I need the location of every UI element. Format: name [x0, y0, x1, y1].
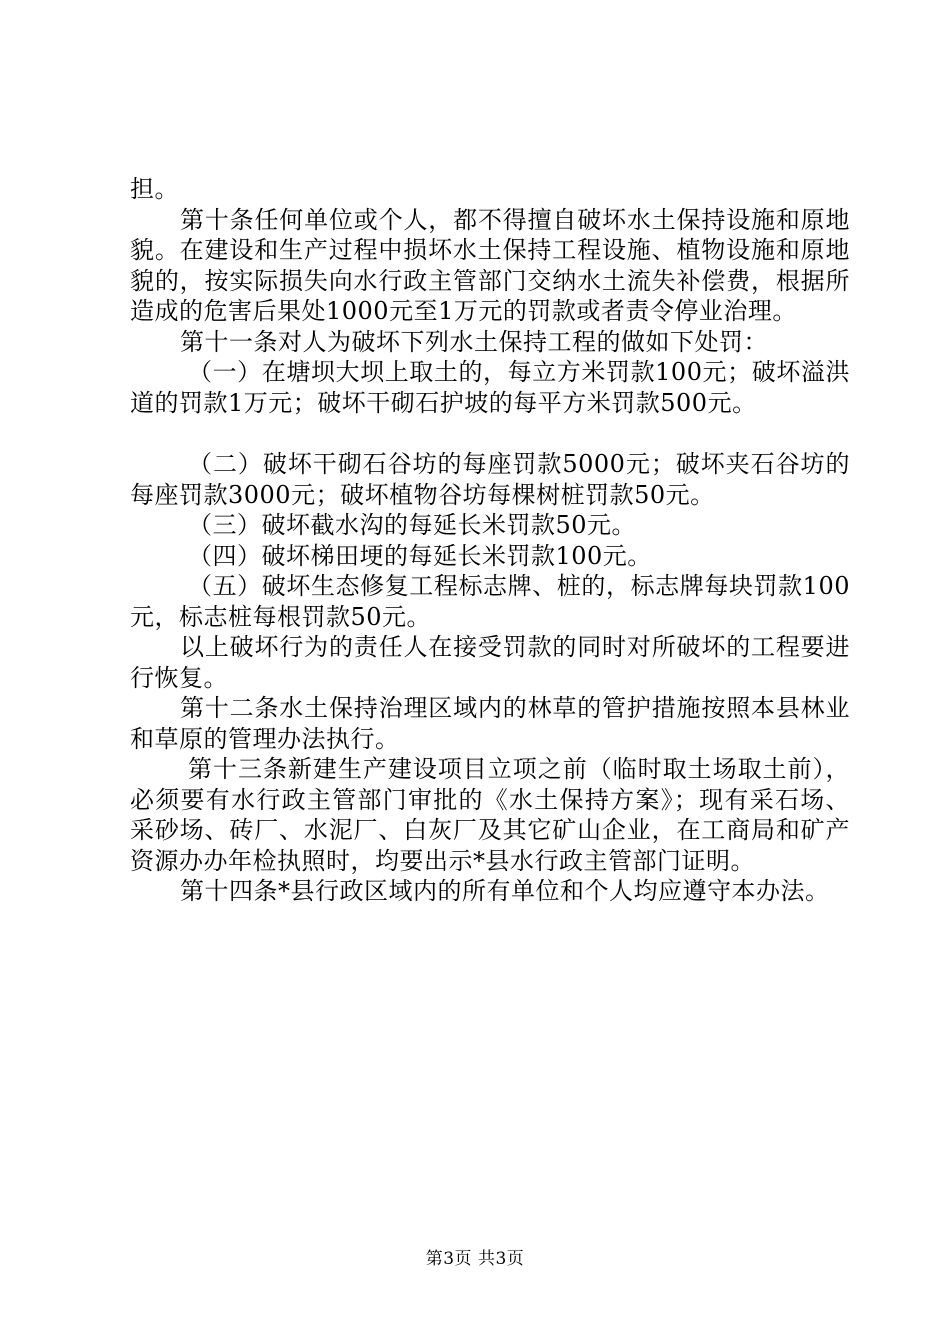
- paragraph-item-3: （三）破坏截水沟的每延长米罚款50元。: [188, 511, 637, 539]
- paragraph-article-11: 第十一条对人为破坏下列水土保持工程的做如下处罚：: [180, 327, 768, 356]
- paragraph-item-2: （二）破坏干砌石谷坊的每座罚款5000元；破坏夹石谷坊的每座罚款3000元；破坏植物谷坊每棵树桩罚款50元。: [130, 450, 850, 509]
- paragraph-restoration: 以上破坏行为的责任人在接受罚款的同时对所破坏的工程要进行恢复。: [130, 633, 850, 692]
- paragraph-article-10: 第十条任何单位或个人，都不得擅自破坏水土保持设施和原地貌。在建设和生产过程中损坏水土保持工程设施、植物设施和原地貌的，按实际损失向水行政主管部门交纳水土流失补偿费，根据所造成的危害后果处1000元至1万元的罚款或者责令停业治理。: [130, 205, 850, 325]
- paragraph-item-1: （一）在塘坝大坝上取土的，每立方米罚款100元；破坏溢洪道的罚款1万元；破坏干砌石护坡的每平方米罚款500元。: [130, 358, 850, 417]
- page-number-footer: 第3页 共3页: [425, 1249, 525, 1269]
- paragraph-article-14: 第十四条*县行政区域内的所有单位和个人均应遵守本办法。: [180, 877, 830, 905]
- paragraph-article-12: 第十二条水土保持治理区域内的林草的管护措施按照本县林业和草原的管理办法执行。: [130, 694, 850, 753]
- document-body: [130, 174, 850, 907]
- paragraph-item-5: （五）破坏生态修复工程标志牌、桩的，标志牌每块罚款100元，标志桩每根罚款50元。: [130, 572, 850, 631]
- paragraph-item-4: （四）破坏梯田埂的每延长米罚款100元。: [188, 541, 652, 570]
- paragraph-article-13: 第十三条新建生产建设项目立项之前（临时取土场取土前），必须要有水行政主管部门审批的《水土保持方案》；现有采石场、采砂场、砖厂、水泥厂、白灰厂及其它矿山企业，在工商局和矿产资源办办年检执照时，均要出示*县水行政主管部门证明。: [130, 755, 850, 875]
- paragraph-continuation: 担。: [130, 175, 179, 203]
